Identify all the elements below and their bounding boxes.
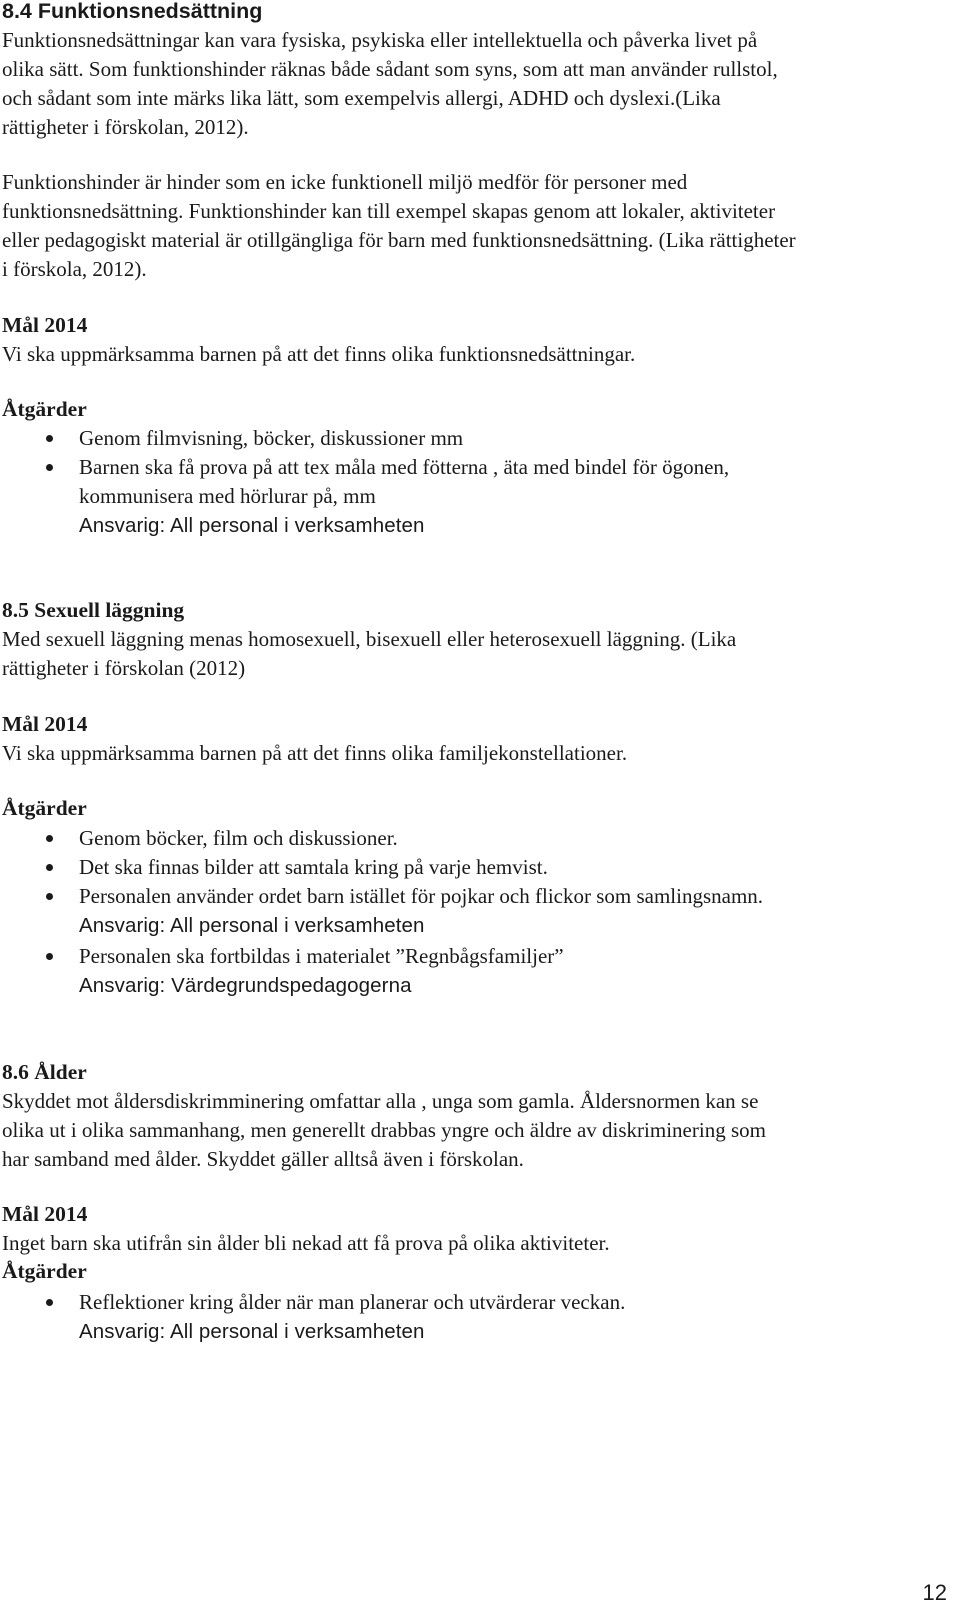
list-item: Genom böcker, film och diskussioner. bbox=[79, 826, 398, 850]
list-item: Reflektioner kring ålder när man planerar och utvärderar veckan. bbox=[79, 1290, 626, 1314]
bullet-icon bbox=[46, 464, 53, 471]
list-item: Det ska finnas bilder att samtala kring på varje hemvist. bbox=[79, 855, 548, 879]
paragraph-line: har samband med ålder. Skyddet gäller alltså även i förskolan. bbox=[2, 1147, 524, 1171]
actions-heading: Åtgärder bbox=[2, 397, 87, 421]
responsible-text: Ansvarig: All personal i verksamheten bbox=[79, 914, 425, 937]
bullet-icon bbox=[46, 953, 53, 960]
paragraph-line: Med sexuell läggning menas homosexuell, bisexuell eller heterosexuell läggning. (Lika bbox=[2, 627, 737, 651]
section-heading-8-4: 8.4 Funktionsnedsättning bbox=[2, 0, 263, 23]
paragraph-line: funktionsnedsättning. Funktionshinder kan till exempel skapas genom att lokaler, aktiviteter bbox=[2, 199, 776, 223]
bullet-icon bbox=[46, 864, 53, 871]
paragraph-line: i förskola, 2012). bbox=[2, 257, 147, 281]
section-heading-8-5: 8.5 Sexuell läggning bbox=[2, 598, 185, 622]
bullet-icon bbox=[46, 435, 53, 442]
goal-text: Vi ska uppmärksamma barnen på att det finns olika familjekonstellationer. bbox=[2, 741, 628, 765]
goal-text: Inget barn ska utifrån sin ålder bli nekad att få prova på olika aktiviteter. bbox=[2, 1231, 610, 1255]
list-item: Personalen ska fortbildas i materialet ”Regnbågsfamiljer” bbox=[79, 944, 564, 968]
goal-heading: Mål 2014 bbox=[2, 313, 88, 337]
actions-heading: Åtgärder bbox=[2, 796, 87, 820]
bullet-icon bbox=[46, 893, 53, 900]
paragraph-line: Skyddet mot åldersdiskrimminering omfattar alla , unga som gamla. Åldersnormen kan se bbox=[2, 1089, 759, 1113]
paragraph-line: Funktionsnedsättningar kan vara fysiska, psykiska eller intellektuella och påverka livet på bbox=[2, 28, 758, 52]
goal-heading: Mål 2014 bbox=[2, 712, 88, 736]
list-item-continuation: kommunisera med hörlurar på, mm bbox=[79, 484, 376, 508]
responsible-text: Ansvarig: All personal i verksamheten bbox=[79, 514, 425, 537]
list-item: Personalen använder ordet barn istället för pojkar och flickor som samlingsnamn. bbox=[79, 884, 764, 908]
paragraph-line: rättigheter i förskolan, 2012). bbox=[2, 115, 249, 139]
paragraph-line: Funktionshinder är hinder som en icke funktionell miljö medför för personer med bbox=[2, 170, 688, 194]
goal-heading: Mål 2014 bbox=[2, 1202, 88, 1226]
responsible-text: Ansvarig: All personal i verksamheten bbox=[79, 1320, 425, 1343]
list-item: Barnen ska få prova på att tex måla med fötterna , äta med bindel för ögonen, bbox=[79, 455, 730, 479]
paragraph-line: eller pedagogiskt material är otillgängliga för barn med funktionsnedsättning. (Lika rättigheter bbox=[2, 228, 796, 252]
goal-text: Vi ska uppmärksamma barnen på att det finns olika funktionsnedsättningar. bbox=[2, 342, 636, 366]
paragraph-line: olika ut i olika sammanhang, men generellt drabbas yngre och äldre av diskriminering som bbox=[2, 1118, 766, 1142]
paragraph-line: och sådant som inte märks lika lätt, som exempelvis allergi, ADHD och dyslexi.(Lika bbox=[2, 86, 721, 110]
responsible-text: Ansvarig: Värdegrundspedagogerna bbox=[79, 974, 412, 997]
page-number: 12 bbox=[922, 1580, 947, 1605]
paragraph-line: olika sätt. Som funktionshinder räknas både sådant som syns, som att man använder rullstol, bbox=[2, 57, 778, 81]
section-heading-8-6: 8.6 Ålder bbox=[2, 1060, 87, 1084]
bullet-icon bbox=[46, 835, 53, 842]
actions-heading: Åtgärder bbox=[2, 1259, 87, 1283]
bullet-icon bbox=[46, 1299, 53, 1306]
paragraph-line: rättigheter i förskolan (2012) bbox=[2, 656, 246, 680]
list-item: Genom filmvisning, böcker, diskussioner mm bbox=[79, 426, 464, 450]
